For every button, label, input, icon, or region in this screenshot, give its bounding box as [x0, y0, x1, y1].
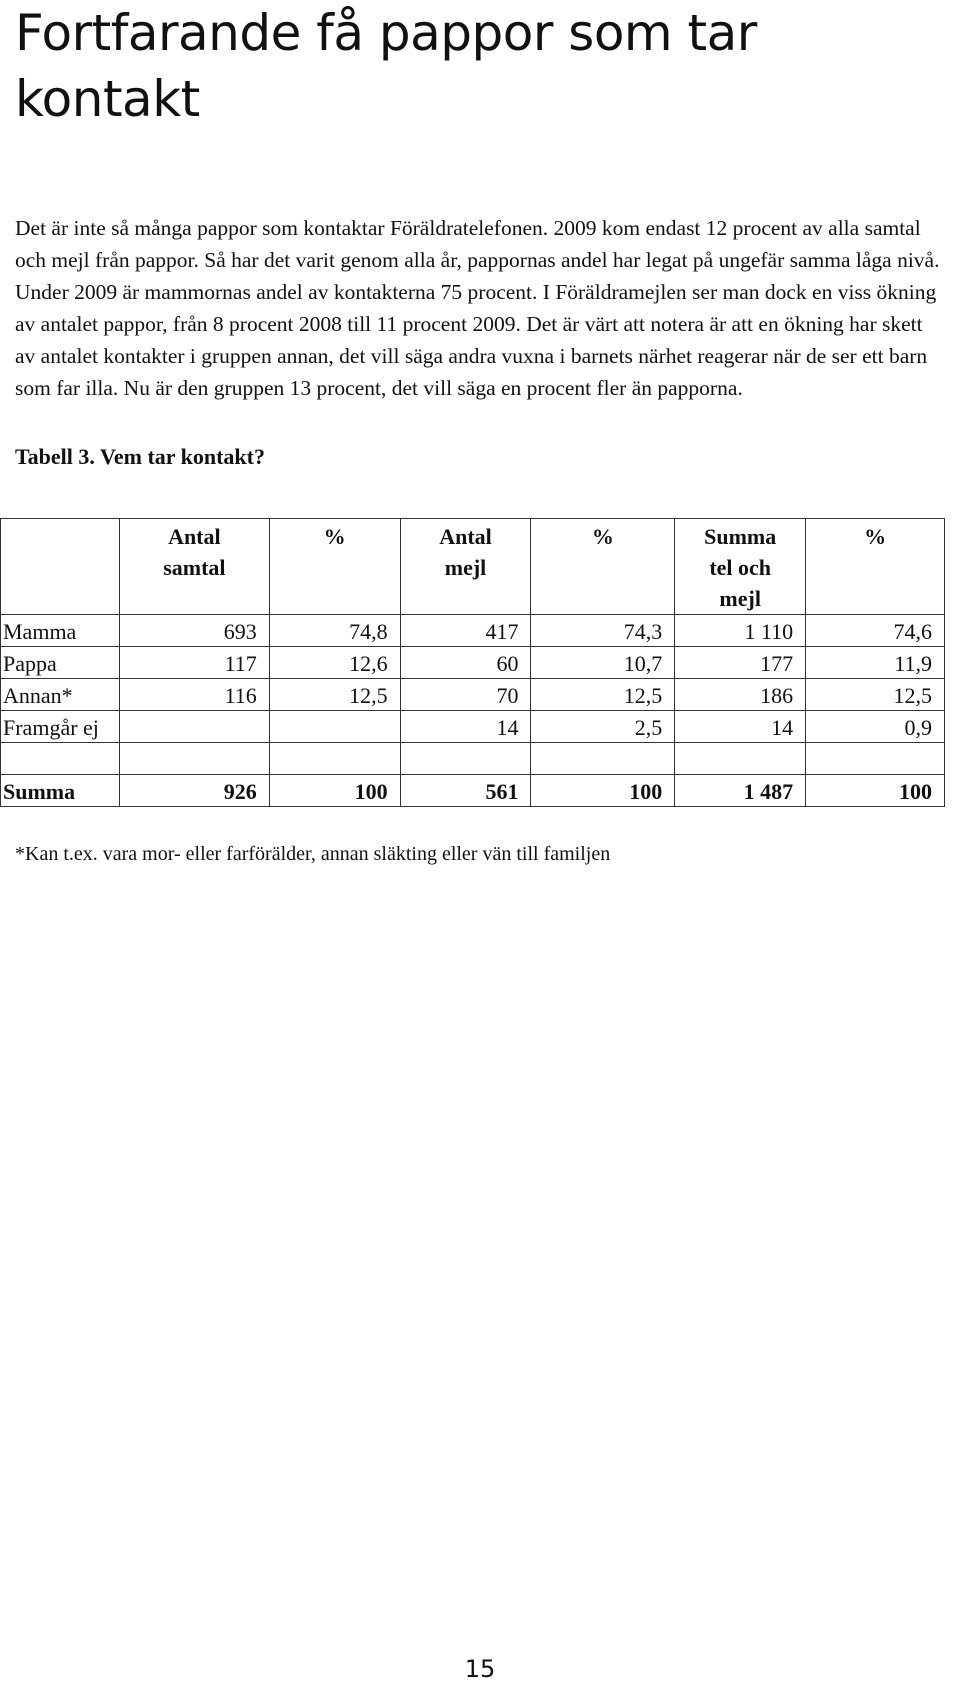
page-title-line-1: Fortfarande få pappor som tar	[15, 4, 757, 62]
table-cell	[806, 743, 945, 775]
table-cell: 12,5	[806, 679, 945, 711]
table-cell	[269, 711, 400, 743]
table-cell: 186	[675, 679, 806, 711]
table-cell: 14	[675, 711, 806, 743]
header-cell-percent-summa: %	[806, 519, 945, 615]
table-cell: 60	[400, 647, 531, 679]
table-cell: 2,5	[531, 711, 675, 743]
table-cell: 417	[400, 615, 531, 647]
table-cell: 10,7	[531, 647, 675, 679]
table-cell	[269, 743, 400, 775]
table-cell: 0,9	[806, 711, 945, 743]
header-cell-percent-samtal: %	[269, 519, 400, 615]
header-cell-percent-mejl: %	[531, 519, 675, 615]
table-cell	[531, 743, 675, 775]
table-cell: 177	[675, 647, 806, 679]
table-cell: Summa	[1, 775, 120, 807]
table-cell: 74,8	[269, 615, 400, 647]
intro-text-part-1: Det är inte så många pappor som kontaktar Föräldratelefonen. 2009 kom endast 12 procent av alla samtal och mejl från pappor. Så har det varit genom alla år, pappornas andel har legat på ungefär samma låga nivå. Under 2009 är mammornas andel av kontakterna 75 procent.	[15, 216, 940, 304]
table-cell: 14	[400, 711, 531, 743]
page-number: 15	[464, 1655, 496, 1683]
intro-paragraph	[15, 212, 945, 404]
table-cell	[1, 743, 120, 775]
table-cell: 117	[119, 647, 269, 679]
table-cell: 74,6	[806, 615, 945, 647]
table-cell: 11,9	[806, 647, 945, 679]
table-row	[1, 711, 945, 743]
page-title	[15, 0, 945, 132]
table-cell: 12,6	[269, 647, 400, 679]
table-cell: Annan*	[1, 679, 120, 711]
table-caption: Tabell 3. Vem tar kontakt?	[15, 444, 265, 469]
table-cell: 926	[119, 775, 269, 807]
table-cell: 1 110	[675, 615, 806, 647]
table-cell: 100	[806, 775, 945, 807]
table-cell	[119, 743, 269, 775]
table-total-row	[1, 775, 945, 807]
table-cell: 74,3	[531, 615, 675, 647]
table-cell: 12,5	[269, 679, 400, 711]
header-cell-summa: Summa tel och mejl	[675, 519, 806, 615]
header-cell-antal-samtal: Antal samtal	[119, 519, 269, 615]
table-cell: 12,5	[531, 679, 675, 711]
table-cell: Framgår ej	[1, 711, 120, 743]
table-cell	[400, 743, 531, 775]
table-header-row	[1, 519, 945, 615]
table-footnote: *Kan t.ex. vara mor- eller farförälder, annan släkting eller vän till familjen	[15, 843, 611, 865]
table-cell: Pappa	[1, 647, 120, 679]
intro-text-part-2: I Föräldramejlen ser man dock en viss ökning av antalet pappor, från 8 procent 2008 till 11 procent 2009. Det är värt att notera är att en ökning har skett av antalet kontakter i gruppen annan, det vill säga andra vuxna i barnets närhet reagerar när de ser ett barn som far illa. Nu är den gruppen 13 procent, det vill säga en procent fler än papporna.	[15, 280, 937, 400]
header-cell-antal-mejl: Antal mejl	[400, 519, 531, 615]
contact-table	[0, 518, 945, 807]
table-cell: 116	[119, 679, 269, 711]
table-cell: 1 487	[675, 775, 806, 807]
table-row-blank	[1, 743, 945, 775]
table-cell: 100	[531, 775, 675, 807]
header-cell-label	[1, 519, 120, 615]
table-row	[1, 615, 945, 647]
table-cell	[119, 711, 269, 743]
document-page	[15, 0, 945, 472]
table-row	[1, 679, 945, 711]
table-cell	[675, 743, 806, 775]
table-row	[1, 647, 945, 679]
table-cell: 100	[269, 775, 400, 807]
table-cell: Mamma	[1, 615, 120, 647]
table-cell: 693	[119, 615, 269, 647]
table-cell: 561	[400, 775, 531, 807]
page-title-line-2: kontakt	[15, 70, 200, 128]
table-cell: 70	[400, 679, 531, 711]
